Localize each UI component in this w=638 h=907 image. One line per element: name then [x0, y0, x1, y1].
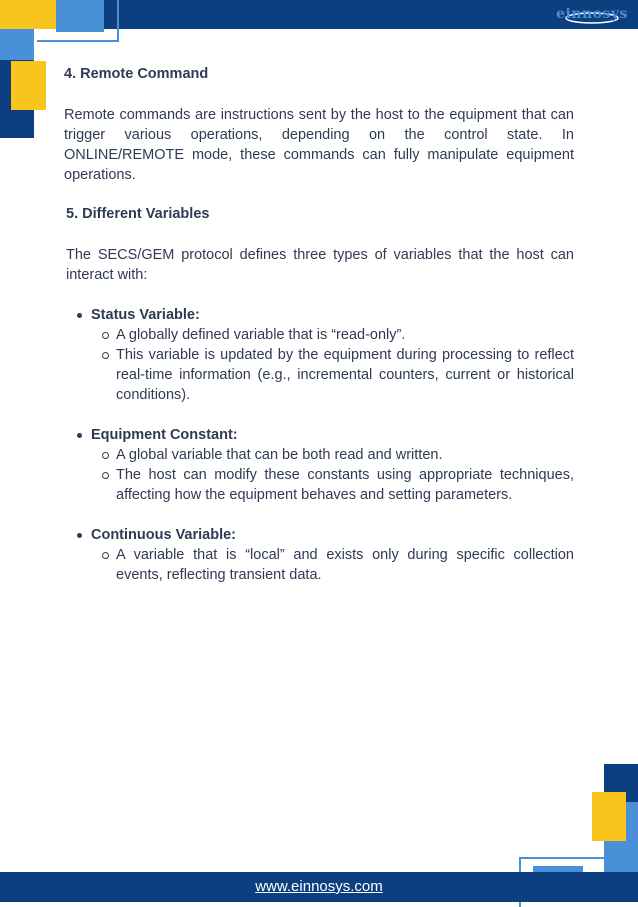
bullet-circle-icon	[102, 332, 109, 339]
bullet-circle-icon	[102, 472, 109, 479]
sub-item-text: The host can modify these constants using appropriate techniques, affecting how the equipment behaves and setting parameters.	[116, 467, 574, 503]
deco-yellow-block-right	[592, 792, 626, 841]
section-5-intro: The SECS/GEM protocol defines three types of variables that the host can interact with:	[66, 247, 574, 283]
sub-item-text: A variable that is “local” and exists only during specific collection events, reflecting transient data.	[116, 547, 574, 583]
bullet-circle-icon	[102, 352, 109, 359]
section-4-heading: 4. Remote Command	[64, 66, 209, 82]
deco-outline-top	[37, 0, 119, 42]
footer-website-link[interactable]: www.einnosys.com	[255, 878, 383, 895]
list-item-title: Equipment Constant:	[91, 427, 238, 443]
sub-item	[64, 545, 574, 585]
sub-item-text: A global variable that can be both read and written.	[116, 447, 443, 463]
bullet-circle-icon	[102, 452, 109, 459]
sub-item	[64, 325, 574, 345]
footer-band	[0, 872, 638, 902]
company-logo	[556, 6, 628, 26]
logo-text: einnosys	[556, 6, 628, 22]
bullet-dot-icon	[77, 313, 82, 318]
bullet-circle-icon	[102, 552, 109, 559]
sub-item-text: This variable is updated by the equipment during processing to reflect real-time information (e.g., incremental counters, current or historical conditions).	[116, 347, 574, 403]
sub-item	[64, 445, 574, 465]
list-item-status-variable	[64, 305, 574, 325]
sub-item	[64, 465, 574, 505]
bullet-dot-icon	[77, 433, 82, 438]
list-item-title: Continuous Variable:	[91, 527, 237, 543]
sub-item	[64, 345, 574, 405]
list-item-title: Status Variable:	[91, 307, 200, 323]
deco-yellow-block-left	[11, 61, 46, 110]
bullet-dot-icon	[77, 533, 82, 538]
sub-item-text: A globally defined variable that is “read-only”.	[116, 327, 406, 343]
list-item-continuous-variable	[64, 525, 574, 545]
section-5-heading: 5. Different Variables	[66, 206, 210, 222]
list-item-equipment-constant	[64, 425, 574, 445]
variable-list	[64, 305, 574, 585]
section-4-paragraph: Remote commands are instructions sent by the host to the equipment that can trigger various operations, depending on the control state. In ONLINE/REMOTE mode, these commands can fully manipulate equipment operations.	[64, 107, 574, 183]
deco-blue-block-left	[0, 29, 34, 60]
